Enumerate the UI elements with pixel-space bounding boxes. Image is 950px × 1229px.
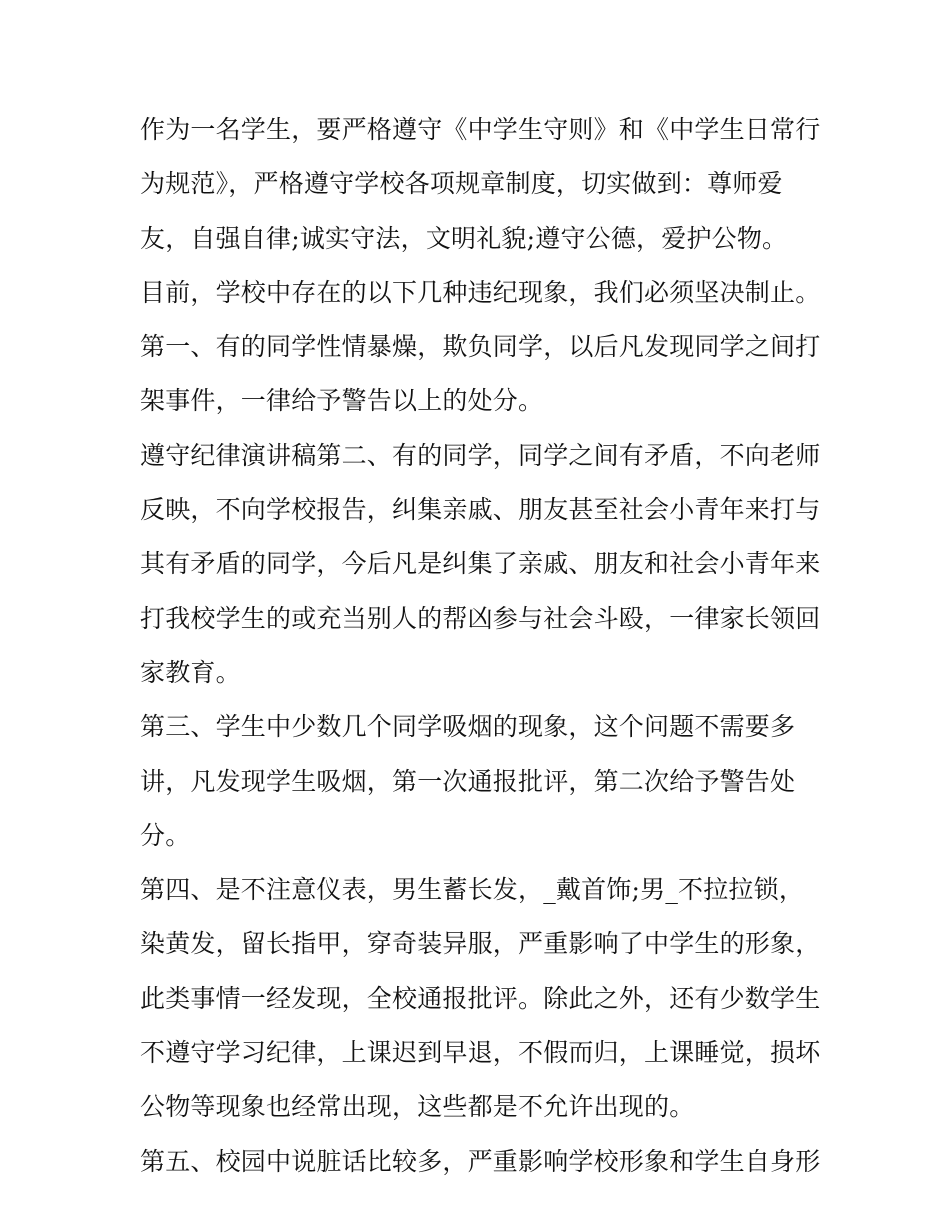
text-line: 第四、是不注意仪表，男生蓄长发，_戴首饰;男_不拉拉锁， (140, 875, 805, 905)
document-body (140, 103, 830, 1189)
text-line: 遵守纪律演讲稿第二、有的同学，同学之间有矛盾，不向老师 (140, 440, 821, 470)
text-line: 作为一名学生，要严格遵守《中学生守则》和《中学生日常行 (140, 115, 821, 144)
text-line: 讲，凡发现学生吸烟，第一次通报批评，第二次给予警告处 (140, 766, 796, 796)
text-line: 家教育。 (140, 657, 241, 687)
text-line: 为规范》，严格遵守学校各项规章制度，切实做到：尊师爱 (140, 169, 783, 199)
text-line: 友，自强自律;诚实守法，文明礼貌;遵守公德，爱护公物。 (140, 223, 788, 253)
text-line: 反映，不向学校报告，纠集亲戚、朋友甚至社会小青年来打与 (140, 495, 821, 525)
text-line: 打我校学生的或充当别人的帮凶参与社会斗殴，一律家长领回 (140, 603, 821, 633)
text-line: 公物等现象也经常出现，这些都是不允许出现的。 (140, 1092, 695, 1122)
text-line: 分。 (140, 820, 191, 850)
text-line: 目前，学校中存在的以下几种违纪现象，我们必须坚决制止。 (140, 277, 821, 307)
text-line: 第五、校园中说脏话比较多，严重影响学校形象和学生自身形 (140, 1146, 821, 1176)
text-line: 第三、学生中少数几个同学吸烟的现象，这个问题不需要多 (140, 712, 796, 742)
text-line: 不遵守学习纪律，上课迟到早退，不假而归，上课睡觉，损坏 (140, 1038, 821, 1068)
text-line: 其有矛盾的同学，今后凡是纠集了亲戚、朋友和社会小青年来 (140, 549, 821, 579)
text-line: 第一、有的同学性情暴燥，欺负同学，以后凡发现同学之间打 (140, 332, 821, 362)
text-line: 染黄发，留长指甲，穿奇装异服，严重影响了中学生的形象， (140, 929, 821, 959)
text-line: 架事件，一律给予警告以上的处分。 (140, 386, 544, 416)
text-line: 此类事情一经发现，全校通报批评。除此之外，还有少数学生 (140, 983, 821, 1013)
